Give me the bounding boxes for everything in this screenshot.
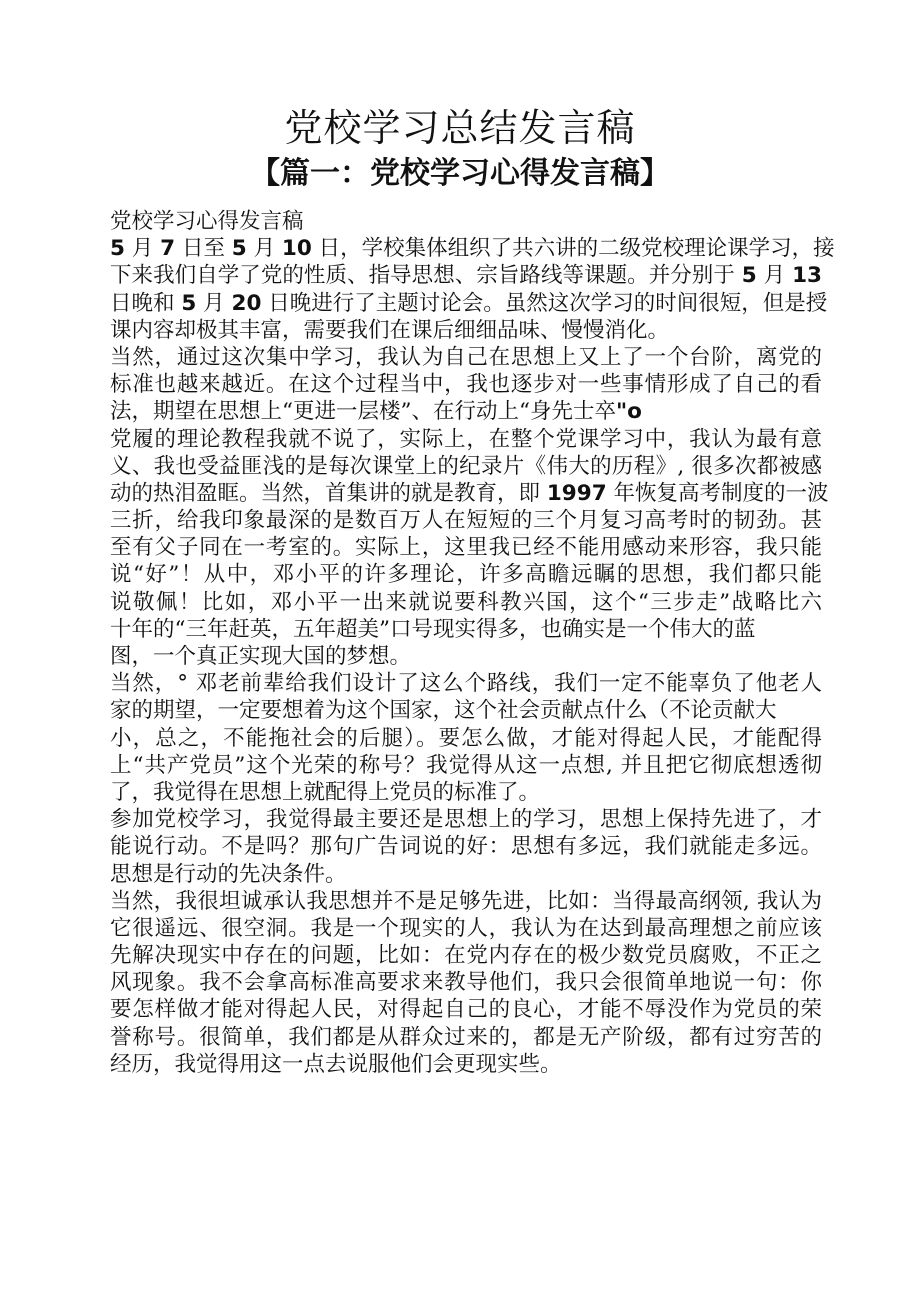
text-line xyxy=(110,861,822,888)
text-line xyxy=(110,480,829,507)
text-segment: 它很遥远、很空洞。我是一个现实的人，我认为在达到最高理想之前应该 xyxy=(110,915,822,941)
text-line xyxy=(110,426,822,453)
text-segment: 月 xyxy=(124,236,161,262)
text-segment: 上“共产党员”这个光荣的称号？我觉得从这一点想, 并且把它彻底想透彻 xyxy=(110,752,822,778)
text-line xyxy=(110,996,822,1023)
text-line xyxy=(110,779,822,806)
numeral-text: "o xyxy=(615,399,642,425)
text-line xyxy=(110,1051,822,1078)
text-segment: 标准也越来越近。在这个过程当中，我也逐步对一些事情形成了自己的看 xyxy=(110,372,822,398)
text-segment: 家的期望，一定要想着为这个国家，这个社会贡献点什么（不论贡献大 xyxy=(110,698,777,724)
text-segment: 日至 xyxy=(175,236,232,262)
numeral-text: 5 xyxy=(741,263,757,289)
text-line xyxy=(110,942,822,969)
text-line xyxy=(110,208,822,235)
text-segment: 誉称号。很简单，我们都是从群众过来的，都是无产阶级，都有过穷苦的 xyxy=(110,1024,822,1050)
text-segment: 月 xyxy=(756,263,793,289)
numeral-text: 20 xyxy=(231,290,262,316)
text-line xyxy=(110,453,822,480)
text-line xyxy=(110,697,822,724)
text-segment: 党校学习心得发言稿 xyxy=(110,209,304,234)
text-segment: 说敬佩！比如，邓小平一出来就说要科教兴国，这个“三步走”战略比六 xyxy=(110,589,822,615)
text-line xyxy=(110,643,822,670)
text-segment: 十年的“三年赶英，五年超美”口号现实得多，也确实是一个伟大的蓝 xyxy=(110,616,756,642)
text-segment: 说“好”！从中，邓小平的许多理论，许多高瞻远瞩的思想，我们都只能 xyxy=(110,562,822,588)
text-line xyxy=(110,670,822,697)
text-line xyxy=(110,1024,822,1051)
numeral-text: 5 xyxy=(110,236,125,262)
text-line xyxy=(110,589,822,616)
text-segment: 年恢复高考制度的一波 xyxy=(606,480,829,506)
text-segment: 党履的理论教程我就不说了，实际上，在整个党课学习中，我认为最有意 xyxy=(110,426,822,452)
numeral-text: 1997 xyxy=(546,480,607,506)
text-line xyxy=(110,561,822,588)
text-line xyxy=(110,969,822,996)
numeral-text: 7 xyxy=(160,236,176,262)
text-line xyxy=(110,725,822,752)
text-segment: 动的热泪盈眶。当然，首集讲的就是教育，即 xyxy=(110,480,547,506)
text-segment: 月 xyxy=(196,290,232,316)
text-line xyxy=(110,915,822,942)
text-line xyxy=(110,616,822,643)
text-line xyxy=(110,398,822,425)
text-line xyxy=(110,262,822,289)
text-line xyxy=(110,888,822,915)
text-line xyxy=(110,534,822,561)
text-segment: 义、我也受益匪浅的是每次课堂上的纪录片《伟大的历程》, 很多次都被感 xyxy=(110,453,822,479)
text-segment: 当然，我很坦诚承认我思想并不是足够先进，比如：当得最高纲领, 我认为 xyxy=(110,888,822,914)
text-line xyxy=(110,752,822,779)
text-segment: 小，总之，不能拖社会的后腿）。要怎么做，才能对得起人民，才能配得 xyxy=(110,725,822,751)
text-segment: 至有父子同在一考室的。实际上，这里我已经不能用感动来形容，我只能 xyxy=(110,535,822,561)
text-line xyxy=(110,235,835,262)
text-segment: 思想是行动的先决条件。 xyxy=(110,861,347,887)
text-segment: 日，学校集体组织了共六讲的二级党校理论课学习，接 xyxy=(311,236,835,262)
text-line xyxy=(110,290,828,317)
text-segment: 三折，给我印象最深的是数百万人在短短的三个月复习高考时的韧劲。甚 xyxy=(110,508,822,534)
document-body xyxy=(110,208,835,1078)
text-line xyxy=(110,317,822,344)
text-line xyxy=(110,344,822,371)
text-segment: 能说行动。不是吗？那句广告词说的好：思想有多远，我们就能走多远。 xyxy=(110,834,822,860)
text-segment: 下来我们自学了党的性质、指导思想、宗旨路线等课题。并分别于 xyxy=(110,263,742,289)
numeral-text: 5 xyxy=(181,290,197,316)
text-segment: 月 xyxy=(246,236,282,262)
numeral-text: 13 xyxy=(792,263,823,289)
text-segment: 当然，° 邓老前辈给我们设计了这么个路线，我们一定不能辜负了他老人 xyxy=(110,671,822,697)
text-segment: 风现象。我不会拿高标准高要求来教导他们，我只会很简单地说一句：你 xyxy=(110,970,822,996)
text-segment: 要怎样做才能对得起人民，对得起自己的良心，才能不辱没作为党员的荣 xyxy=(110,997,822,1023)
text-segment: 当然，通过这次集中学习，我认为自己在思想上又上了一个台阶，离党的 xyxy=(110,344,822,370)
text-line xyxy=(110,806,822,833)
text-line xyxy=(110,833,822,860)
text-line xyxy=(110,507,822,534)
document-subtitle: 【篇一：党校学习心得发言稿】 xyxy=(250,156,670,191)
text-line xyxy=(110,371,822,398)
text-segment: 课内容却极其丰富，需要我们在课后细细品味、慢慢消化。 xyxy=(110,317,670,343)
text-segment: 法，期望在思想上“更进一层楼”、在行动上“身先士卒 xyxy=(110,399,616,425)
numeral-text: 5 xyxy=(231,236,247,262)
text-segment: 先解决现实中存在的问题，比如：在党内存在的极少数党员腐败，不正之 xyxy=(110,943,822,969)
document-title: 党校学习总结发言稿 xyxy=(284,106,636,150)
text-segment: 日晚进行了主题讨论会。虽然这次学习的时间很短，但是授 xyxy=(261,290,828,316)
text-segment: 图，一个真正实现大国的梦想。 xyxy=(110,644,412,669)
text-segment: 经历，我觉得用这一点去说服他们会更现实些。 xyxy=(110,1051,562,1077)
text-segment: 了，我觉得在思想上就配得上党员的标准了。 xyxy=(110,779,541,805)
text-segment: 日晚和 xyxy=(110,290,182,316)
numeral-text: 10 xyxy=(281,236,312,262)
text-segment: 参加党校学习，我觉得最主要还是思想上的学习，思想上保持先进了，才 xyxy=(110,807,822,833)
